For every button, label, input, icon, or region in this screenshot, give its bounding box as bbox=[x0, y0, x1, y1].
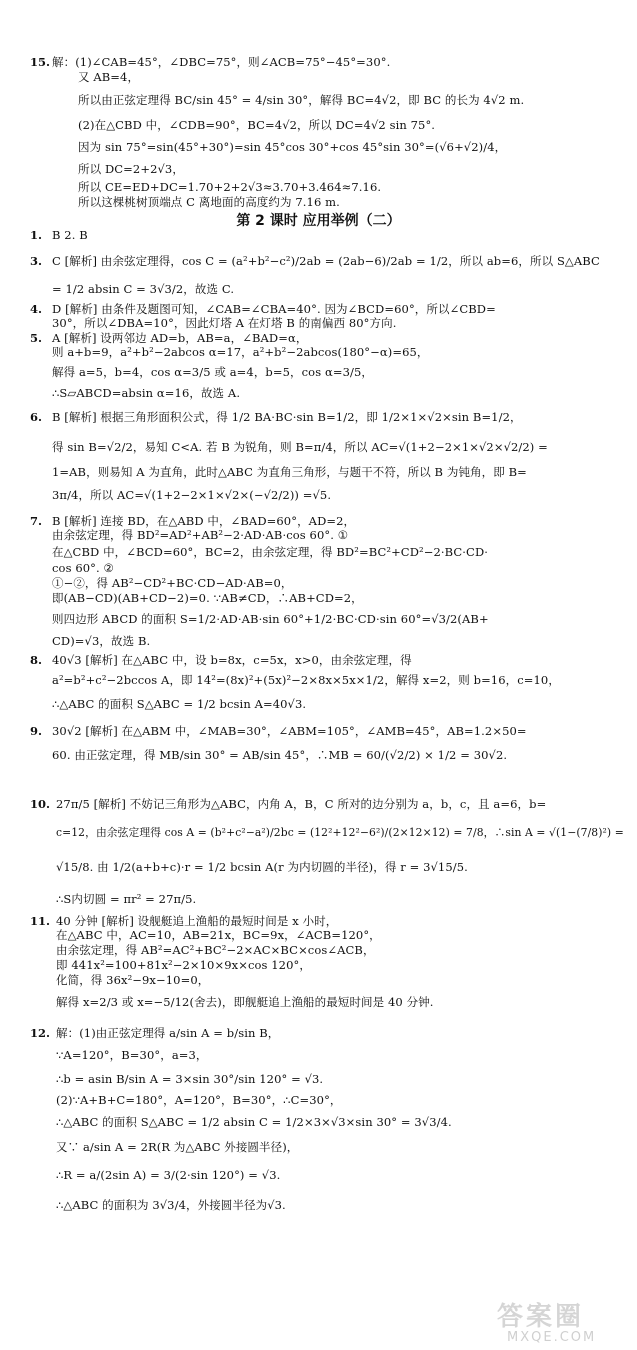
answer-line: 3π/4，所以 AC=√(1+2−2×1×√2×(−√2/2)) =√5. bbox=[52, 488, 332, 502]
answer-line: A [解析] 设两邻边 AD=b，AB=a，∠BAD=α， bbox=[52, 331, 308, 345]
answer-line: 则四边形 ABCD 的面积 S=1/2·AD·AB·sin 60°+1/2·BC·CD·sin 60°=√3/2(AB+ bbox=[52, 612, 489, 626]
watermark-url: MXQE.COM bbox=[507, 1330, 597, 1345]
answer-line: 即(AB−CD)(AB+CD−2)=0. ∵AB≠CD，∴AB+CD=2， bbox=[52, 591, 363, 605]
answer-line: 由余弦定理，得 BD²=AD²+AB²−2·AD·AB·cos 60°. ① bbox=[52, 528, 349, 542]
answer-line: 在△CBD 中，∠BCD=60°，BC=2，由余弦定理，得 BD²=BC²+CD²−2·BC·CD· bbox=[52, 545, 489, 559]
answer-line: 30°，所以∠DBA=10°，因此灯塔 A 在灯塔 B 的南偏西 80°方向. bbox=[52, 316, 397, 330]
answer-line: (2)∵A+B+C=180°，A=120°，B=30°，∴C=30°， bbox=[56, 1093, 342, 1107]
answer-line: 解：(1)由正弦定理得 a/sin A = b/sin B， bbox=[56, 1026, 280, 1040]
answer-line: 化简，得 36x²−9x−10=0， bbox=[56, 973, 210, 987]
answer-line: D [解析] 由条件及题图可知，∠CAB=∠CBA=40°. 因为∠BCD=60°，所以∠CBD= bbox=[52, 302, 496, 316]
answer-number: 3. bbox=[30, 254, 43, 268]
answer-line: 解得 x=2/3 或 x=−5/12(舍去)，即舰艇追上渔船的最短时间是 40 分钟. bbox=[56, 995, 434, 1009]
answer-number: 5. bbox=[30, 331, 43, 345]
answer-line: 30√2 [解析] 在△ABM 中，∠MAB=30°，∠ABM=105°，∠AMB=45°，AB=1.2×50= bbox=[52, 724, 527, 738]
answer-line: ∴S内切圆 = πr² = 27π/5. bbox=[56, 892, 197, 906]
answer-line: ∴△ABC 的面积 S△ABC = 1/2 absin C = 1/2×3×√3×sin 30° = 3√3/4. bbox=[56, 1115, 452, 1129]
problem-15-line: (2)在△CBD 中，∠CDB=90°，BC=4√2，所以 DC=4√2 sin 75°. bbox=[78, 118, 436, 132]
watermark-logo: 答案圈 bbox=[497, 1302, 585, 1332]
answer-line: 27π/5 [解析] 不妨记三角形为△ABC，内角 A，B，C 所对的边分别为 a，b，c，且 a=6，b= bbox=[56, 797, 547, 811]
answer-line: 即 441x²=100+81x²−2×10×9x×cos 120°， bbox=[56, 958, 311, 972]
answer-line: CD)=√3，故选 B. bbox=[52, 634, 151, 648]
answer-line: a²=b²+c²−2bccos A，即 14²=(8x)²+(5x)²−2×8x×5x×1/2，解得 x=2，则 b=16，c=10， bbox=[52, 673, 560, 687]
answer-line: ∴R = a/(2sin A) = 3/(2·sin 120°) = √3. bbox=[56, 1168, 281, 1182]
answer-line: c=12，由余弦定理得 cos A = (b²+c²−a²)/2bc = (12²+12²−6²)/(2×12×12) = 7/8，∴sin A = √(1−(7/8)²) = bbox=[56, 826, 624, 839]
answer-number: 1. bbox=[30, 228, 43, 242]
answer-line: 由余弦定理，得 AB²=AC²+BC²−2×AC×BC×cos∠ACB， bbox=[56, 943, 375, 957]
answer-line: √15/8. 由 1/2(a+b+c)·r = 1/2 bcsin A(r 为内切圆的半径)，得 r = 3√15/5. bbox=[56, 860, 468, 874]
answer-line: 40√3 [解析] 在△ABC 中，设 b=8x，c=5x，x>0，由余弦定理，得 bbox=[52, 653, 412, 667]
answer-number: 11. bbox=[30, 914, 51, 928]
answer-line: 在△ABC 中，AC=10，AB=21x，BC=9x，∠ACB=120°， bbox=[56, 928, 381, 942]
problem-15-line: 因为 sin 75°=sin(45°+30°)=sin 45°cos 30°+cos 45°sin 30°=(√6+√2)/4， bbox=[78, 140, 507, 154]
answer-line: 1=AB，则易知 A 为直角，此时△ABC 为直角三角形，与题干不符，所以 B 为钝角，即 B= bbox=[52, 465, 527, 479]
problem-15-line: 所以由正弦定理得 BC/sin 45° = 4/sin 30°，解得 BC=4√2，即 BC 的长为 4√2 m. bbox=[78, 93, 525, 107]
answer-line: 得 sin B=√2/2，易知 C<A. 若 B 为锐角，则 B=π/4，所以 AC=√(1+2−2×1×√2×√2/2) = bbox=[52, 440, 548, 454]
answer-number: 7. bbox=[30, 514, 43, 528]
answer-line: B [解析] 连接 BD，在△ABD 中，∠BAD=60°，AD=2， bbox=[52, 514, 356, 528]
answer-line: = 1/2 absin C = 3√3/2，故选 C. bbox=[52, 282, 235, 296]
answer-line: C [解析] 由余弦定理得，cos C = (a²+b²−c²)/2ab = (2ab−6)/2ab = 1/2，所以 ab=6，所以 S△ABC bbox=[52, 254, 600, 268]
answer-line: cos 60°. ② bbox=[52, 561, 114, 575]
answer-number: 9. bbox=[30, 724, 43, 738]
answer-line: 又∵ a/sin A = 2R(R 为△ABC 外接圆半径)， bbox=[56, 1140, 299, 1154]
answer-line: B 2. B bbox=[52, 228, 88, 242]
problem-15-line: 所以 DC=2+2√3， bbox=[78, 162, 184, 176]
problem-15-line: 所以 CE=ED+DC=1.70+2+2√3≈3.70+3.464≈7.16. bbox=[78, 180, 382, 194]
problem-15-number: 15. bbox=[30, 55, 51, 69]
answer-line: ∴△ABC 的面积 S△ABC = 1/2 bcsin A=40√3. bbox=[52, 697, 307, 711]
answer-number: 8. bbox=[30, 653, 43, 667]
answer-line: ∵A=120°，B=30°，a=3， bbox=[56, 1048, 208, 1062]
problem-15-line: 又 AB=4， bbox=[78, 70, 140, 84]
answer-number: 6. bbox=[30, 410, 43, 424]
answer-line: ∴S▱ABCD=absin α=16，故选 A. bbox=[52, 386, 241, 400]
watermark bbox=[493, 1296, 623, 1344]
answer-line: 60. 由正弦定理，得 MB/sin 30° = AB/sin 45°，∴MB = 60/(√2/2) × 1/2 = 30√2. bbox=[52, 748, 508, 762]
answer-number: 12. bbox=[30, 1026, 51, 1040]
answer-line: B [解析] 根据三角形面积公式，得 1/2 BA·BC·sin B=1/2，即 1/2×1×√2×sin B=1/2， bbox=[52, 410, 522, 424]
answer-line: ∴△ABC 的面积为 3√3/4，外接圆半径为√3. bbox=[56, 1198, 286, 1212]
answer-line: 则 a+b=9，a²+b²−2abcos α=17，a²+b²−2abcos(180°−α)=65， bbox=[52, 345, 429, 359]
section-title: 第 2 课时 应用举例（二） bbox=[236, 213, 401, 229]
answer-number: 10. bbox=[30, 797, 51, 811]
answer-line: 解得 a=5，b=4，cos α=3/5 或 a=4，b=5，cos α=3/5， bbox=[52, 365, 373, 379]
problem-15-line: 解：(1)∠CAB=45°，∠DBC=75°，则∠ACB=75°−45°=30°. bbox=[52, 55, 391, 69]
answer-line: 40 分钟 [解析] 设舰艇追上渔船的最短时间是 x 小时， bbox=[56, 914, 338, 928]
problem-15-line: 所以这棵桃树顶端点 C 离地面的高度约为 7.16 m. bbox=[78, 195, 340, 209]
answer-line: ∴b = asin B/sin A = 3×sin 30°/sin 120° = √3. bbox=[56, 1072, 324, 1086]
answer-number: 4. bbox=[30, 302, 43, 316]
answer-line: ①−②，得 AB²−CD²+BC·CD−AD·AB=0， bbox=[52, 576, 293, 590]
